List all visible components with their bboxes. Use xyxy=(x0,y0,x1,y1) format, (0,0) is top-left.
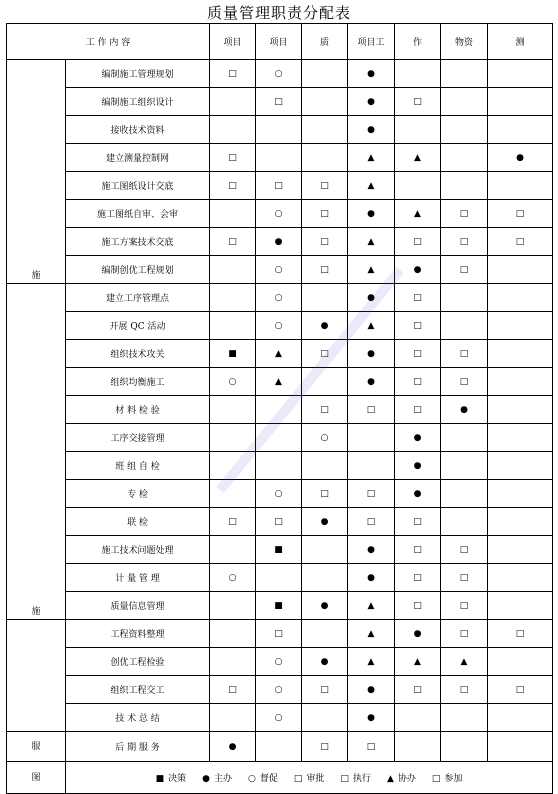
responsibility-mark xyxy=(441,508,488,536)
responsibility-mark xyxy=(302,620,348,648)
responsibility-mark xyxy=(256,396,302,424)
responsibility-mark: ▲ xyxy=(256,368,302,396)
responsibility-mark: □ xyxy=(302,396,348,424)
responsibility-mark xyxy=(488,648,553,676)
table-row xyxy=(7,508,553,536)
table-row xyxy=(7,60,553,88)
responsibility-mark: □ xyxy=(488,228,553,256)
responsibility-mark xyxy=(302,60,348,88)
legend-entry xyxy=(387,774,416,784)
legend-text: 协办 xyxy=(397,774,416,784)
responsibility-mark xyxy=(395,704,441,732)
responsibility-mark: ○ xyxy=(256,284,302,312)
responsibility-mark: ● xyxy=(395,424,441,452)
responsibility-mark xyxy=(441,480,488,508)
responsibility-mark xyxy=(210,88,256,116)
responsibility-mark: □ xyxy=(256,88,302,116)
responsibility-mark: ● xyxy=(348,536,395,564)
responsibility-mark: □ xyxy=(441,564,488,592)
responsibility-mark: □ xyxy=(395,88,441,116)
work-item: 施工图纸设计交底 xyxy=(66,172,210,200)
header-role: 质 xyxy=(302,24,348,60)
responsibility-mark: ▲ xyxy=(256,340,302,368)
work-item: 编制施工管理规划 xyxy=(66,60,210,88)
work-item: 班 组 自 检 xyxy=(66,452,210,480)
responsibility-mark: ▲ xyxy=(348,228,395,256)
responsibility-mark: □ xyxy=(441,368,488,396)
responsibility-mark xyxy=(488,564,553,592)
responsibility-mark: □ xyxy=(395,228,441,256)
responsibility-mark: ○ xyxy=(210,368,256,396)
section-label: 施 xyxy=(7,60,66,284)
responsibility-mark xyxy=(302,452,348,480)
responsibility-mark: ▲ xyxy=(348,648,395,676)
responsibility-mark xyxy=(488,452,553,480)
responsibility-mark xyxy=(210,200,256,228)
responsibility-mark xyxy=(210,704,256,732)
responsibility-mark xyxy=(488,172,553,200)
responsibility-mark xyxy=(348,452,395,480)
legend-symbol: ▲ xyxy=(386,774,394,784)
responsibility-mark: ● xyxy=(348,60,395,88)
work-item: 材 料 检 验 xyxy=(66,396,210,424)
responsibility-mark: □ xyxy=(210,172,256,200)
responsibility-mark xyxy=(441,704,488,732)
table-row xyxy=(7,648,553,676)
responsibility-mark xyxy=(256,564,302,592)
responsibility-mark: □ xyxy=(441,620,488,648)
responsibility-mark: ▲ xyxy=(348,592,395,620)
responsibility-mark xyxy=(441,312,488,340)
legend-entry xyxy=(432,774,463,784)
responsibility-mark: □ xyxy=(395,564,441,592)
table-row xyxy=(7,424,553,452)
table-row xyxy=(7,536,553,564)
work-item: 接收技术资料 xyxy=(66,116,210,144)
responsibility-mark xyxy=(488,284,553,312)
responsibility-mark xyxy=(488,312,553,340)
table-body xyxy=(7,24,553,794)
responsibility-mark: ▲ xyxy=(441,648,488,676)
responsibility-mark: □ xyxy=(395,284,441,312)
responsibility-mark: ● xyxy=(348,368,395,396)
header-role: 项目 xyxy=(210,24,256,60)
responsibility-mark: ▲ xyxy=(395,144,441,172)
work-item: 组织技术攻关 xyxy=(66,340,210,368)
responsibility-mark xyxy=(210,424,256,452)
work-item: 建立测量控制网 xyxy=(66,144,210,172)
responsibility-mark xyxy=(302,116,348,144)
responsibility-mark: ● xyxy=(348,564,395,592)
work-item: 组织工程交工 xyxy=(66,676,210,704)
table-row xyxy=(7,620,553,648)
table-row xyxy=(7,396,553,424)
responsibility-mark: □ xyxy=(210,228,256,256)
work-item: 创优工程检验 xyxy=(66,648,210,676)
responsibility-mark: □ xyxy=(256,508,302,536)
responsibility-mark: □ xyxy=(441,340,488,368)
legend-text: 督促 xyxy=(259,774,278,784)
table-row xyxy=(7,116,553,144)
responsibility-mark xyxy=(441,452,488,480)
responsibility-mark: □ xyxy=(488,200,553,228)
responsibility-mark xyxy=(395,60,441,88)
responsibility-mark: ● xyxy=(395,620,441,648)
responsibility-mark xyxy=(488,256,553,284)
responsibility-mark: ● xyxy=(348,704,395,732)
responsibility-mark: ▲ xyxy=(395,200,441,228)
responsibility-mark: □ xyxy=(348,508,395,536)
responsibility-mark xyxy=(256,116,302,144)
responsibility-mark xyxy=(488,368,553,396)
table-row xyxy=(7,452,553,480)
responsibility-mark: □ xyxy=(210,508,256,536)
responsibility-mark xyxy=(488,508,553,536)
responsibility-mark: ● xyxy=(302,592,348,620)
legend-label: 图 xyxy=(7,762,66,794)
work-item: 后 期 服 务 xyxy=(66,732,210,762)
work-item: 开展 QC 活动 xyxy=(66,312,210,340)
responsibility-mark: ○ xyxy=(256,648,302,676)
responsibility-mark: ○ xyxy=(302,424,348,452)
responsibility-mark xyxy=(210,256,256,284)
section-label xyxy=(7,620,66,732)
table-row xyxy=(7,480,553,508)
responsibility-mark: ▲ xyxy=(348,144,395,172)
responsibility-mark xyxy=(210,592,256,620)
responsibility-mark: □ xyxy=(302,200,348,228)
responsibility-mark xyxy=(441,172,488,200)
responsibility-mark: ● xyxy=(441,396,488,424)
responsibility-mark: ■ xyxy=(256,592,302,620)
legend-symbol: ■ xyxy=(155,774,165,784)
legend-entry xyxy=(156,774,187,784)
legend-symbol: ● xyxy=(202,774,210,784)
work-item: 组织均衡施工 xyxy=(66,368,210,396)
responsibility-mark: ● xyxy=(302,312,348,340)
work-item: 联 检 xyxy=(66,508,210,536)
responsibility-mark xyxy=(395,172,441,200)
responsibility-mark xyxy=(488,536,553,564)
responsibility-mark xyxy=(210,536,256,564)
responsibility-mark xyxy=(488,704,553,732)
responsibility-mark xyxy=(302,704,348,732)
responsibility-mark: ● xyxy=(395,256,441,284)
responsibility-mark xyxy=(302,284,348,312)
header-role: 项目 xyxy=(256,24,302,60)
responsibility-mark xyxy=(488,88,553,116)
responsibility-mark: □ xyxy=(210,676,256,704)
responsibility-mark: □ xyxy=(395,368,441,396)
table-row xyxy=(7,732,553,762)
responsibility-mark xyxy=(441,284,488,312)
responsibility-mark xyxy=(441,60,488,88)
legend-text: 参加 xyxy=(444,774,463,784)
responsibility-mark xyxy=(302,88,348,116)
responsibility-mark: □ xyxy=(441,592,488,620)
responsibility-mark: ● xyxy=(348,284,395,312)
responsibility-mark xyxy=(302,564,348,592)
responsibility-mark: □ xyxy=(348,480,395,508)
responsibility-mark xyxy=(488,480,553,508)
work-item: 计 量 管 理 xyxy=(66,564,210,592)
responsibility-mark xyxy=(441,424,488,452)
responsibility-mark xyxy=(210,480,256,508)
responsibility-mark: □ xyxy=(348,396,395,424)
responsibility-mark: □ xyxy=(395,312,441,340)
responsibility-mark: ▲ xyxy=(348,312,395,340)
table-row xyxy=(7,256,553,284)
responsibility-mark: □ xyxy=(256,172,302,200)
header-row xyxy=(7,24,553,60)
responsibility-mark: □ xyxy=(302,732,348,762)
table-row xyxy=(7,200,553,228)
table-row xyxy=(7,564,553,592)
legend-text: 主办 xyxy=(213,774,232,784)
work-item: 工序交接管理 xyxy=(66,424,210,452)
responsibility-mark: ○ xyxy=(256,676,302,704)
responsibility-mark xyxy=(256,732,302,762)
legend-row xyxy=(7,762,553,794)
responsibility-mark: ● xyxy=(348,116,395,144)
responsibility-mark: ● xyxy=(348,676,395,704)
responsibility-mark xyxy=(256,452,302,480)
table-row xyxy=(7,704,553,732)
responsibility-mark: □ xyxy=(395,396,441,424)
header-role: 物资 xyxy=(441,24,488,60)
work-item: 施工技术问题处理 xyxy=(66,536,210,564)
table-row xyxy=(7,592,553,620)
responsibility-mark xyxy=(488,116,553,144)
responsibility-mark xyxy=(441,144,488,172)
header-role: 项目工 xyxy=(348,24,395,60)
legend-text: 决策 xyxy=(168,774,187,784)
responsibility-mark: □ xyxy=(302,228,348,256)
responsibility-mark: ○ xyxy=(256,60,302,88)
work-item: 技 术 总 结 xyxy=(66,704,210,732)
legend xyxy=(66,762,553,794)
responsibility-mark: ▲ xyxy=(395,648,441,676)
responsibility-mark: ● xyxy=(488,144,553,172)
responsibility-mark xyxy=(302,536,348,564)
work-item: 编制创优工程规划 xyxy=(66,256,210,284)
responsibility-mark xyxy=(488,60,553,88)
legend-text: 审批 xyxy=(306,774,325,784)
responsibility-mark: ○ xyxy=(256,704,302,732)
work-item: 质量信息管理 xyxy=(66,592,210,620)
responsibility-mark xyxy=(441,732,488,762)
table-row xyxy=(7,676,553,704)
responsibility-mark xyxy=(302,144,348,172)
work-item: 施工方案技术交底 xyxy=(66,228,210,256)
work-item: 编制施工组织设计 xyxy=(66,88,210,116)
responsibility-mark: ■ xyxy=(256,536,302,564)
responsibility-mark xyxy=(256,144,302,172)
responsibility-mark xyxy=(348,424,395,452)
responsibility-mark: ● xyxy=(348,200,395,228)
responsibility-mark xyxy=(488,340,553,368)
responsibility-mark xyxy=(488,592,553,620)
legend-symbol: □ xyxy=(431,774,441,784)
responsibility-mark xyxy=(210,648,256,676)
responsibility-mark xyxy=(302,368,348,396)
responsibility-mark: □ xyxy=(441,200,488,228)
work-item: 建立工序管理点 xyxy=(66,284,210,312)
section-label: 服 xyxy=(7,732,66,762)
legend-symbol: □ xyxy=(340,774,349,784)
responsibility-mark xyxy=(395,116,441,144)
responsibility-mark: □ xyxy=(395,508,441,536)
responsibility-mark: □ xyxy=(395,340,441,368)
responsibility-mark: □ xyxy=(302,676,348,704)
responsibility-mark xyxy=(395,732,441,762)
header-role: 测 xyxy=(488,24,553,60)
responsibility-mark xyxy=(210,620,256,648)
responsibility-mark xyxy=(441,116,488,144)
responsibility-mark: ● xyxy=(256,228,302,256)
responsibility-mark: ○ xyxy=(256,256,302,284)
responsibility-mark: □ xyxy=(395,592,441,620)
responsibility-mark: ● xyxy=(348,340,395,368)
responsibility-mark: ● xyxy=(395,480,441,508)
responsibility-mark: ■ xyxy=(210,340,256,368)
responsibility-mark xyxy=(488,732,553,762)
responsibility-mark: ▲ xyxy=(348,172,395,200)
responsibility-mark: □ xyxy=(256,620,302,648)
responsibility-mark: □ xyxy=(210,144,256,172)
responsibility-mark xyxy=(210,312,256,340)
legend-symbol: □ xyxy=(293,774,303,784)
responsibility-mark: ● xyxy=(395,452,441,480)
responsibility-mark: □ xyxy=(395,676,441,704)
responsibility-mark: ▲ xyxy=(348,620,395,648)
legend-entry xyxy=(202,774,232,784)
responsibility-mark: ● xyxy=(210,732,256,762)
responsibility-mark: □ xyxy=(488,676,553,704)
work-item: 施工图纸自审、会审 xyxy=(66,200,210,228)
responsibility-mark: ○ xyxy=(256,200,302,228)
responsibility-mark xyxy=(210,284,256,312)
table-row xyxy=(7,172,553,200)
table-row xyxy=(7,312,553,340)
responsibility-mark: □ xyxy=(441,228,488,256)
responsibility-mark: □ xyxy=(302,480,348,508)
table-row xyxy=(7,88,553,116)
responsibility-mark: □ xyxy=(395,536,441,564)
work-item: 专 检 xyxy=(66,480,210,508)
responsibility-mark xyxy=(210,396,256,424)
page-title: 质量管理职责分配表 xyxy=(206,4,351,22)
legend-text: 执行 xyxy=(352,774,371,784)
responsibility-mark: □ xyxy=(210,60,256,88)
responsibility-mark xyxy=(256,424,302,452)
legend-symbol: ○ xyxy=(248,774,256,784)
responsibility-mark xyxy=(210,116,256,144)
table-row xyxy=(7,368,553,396)
responsibility-mark: ● xyxy=(348,88,395,116)
responsibility-mark: □ xyxy=(441,256,488,284)
section-label: 施 xyxy=(7,284,66,620)
responsibility-mark: □ xyxy=(441,536,488,564)
responsibility-mark: □ xyxy=(302,172,348,200)
table-row xyxy=(7,228,553,256)
responsibility-mark xyxy=(488,424,553,452)
responsibility-mark: □ xyxy=(441,676,488,704)
responsibility-table xyxy=(6,23,553,794)
header-role: 作 xyxy=(395,24,441,60)
responsibility-mark xyxy=(441,88,488,116)
table-row xyxy=(7,144,553,172)
responsibility-mark xyxy=(488,396,553,424)
responsibility-mark: □ xyxy=(302,256,348,284)
responsibility-mark: ● xyxy=(302,648,348,676)
legend-entry xyxy=(294,774,325,784)
responsibility-mark: ○ xyxy=(210,564,256,592)
responsibility-mark: ○ xyxy=(256,480,302,508)
header-work-content: 工 作 内 容 xyxy=(7,24,210,60)
responsibility-mark xyxy=(210,452,256,480)
responsibility-mark: □ xyxy=(302,340,348,368)
table-row xyxy=(7,284,553,312)
work-item: 工程资料整理 xyxy=(66,620,210,648)
legend-entry xyxy=(248,774,278,784)
responsibility-mark: □ xyxy=(348,732,395,762)
legend-entry xyxy=(340,774,371,784)
table-row xyxy=(7,340,553,368)
responsibility-mark: □ xyxy=(488,620,553,648)
responsibility-mark: ▲ xyxy=(348,256,395,284)
responsibility-mark: ○ xyxy=(256,312,302,340)
responsibility-mark: ● xyxy=(302,508,348,536)
